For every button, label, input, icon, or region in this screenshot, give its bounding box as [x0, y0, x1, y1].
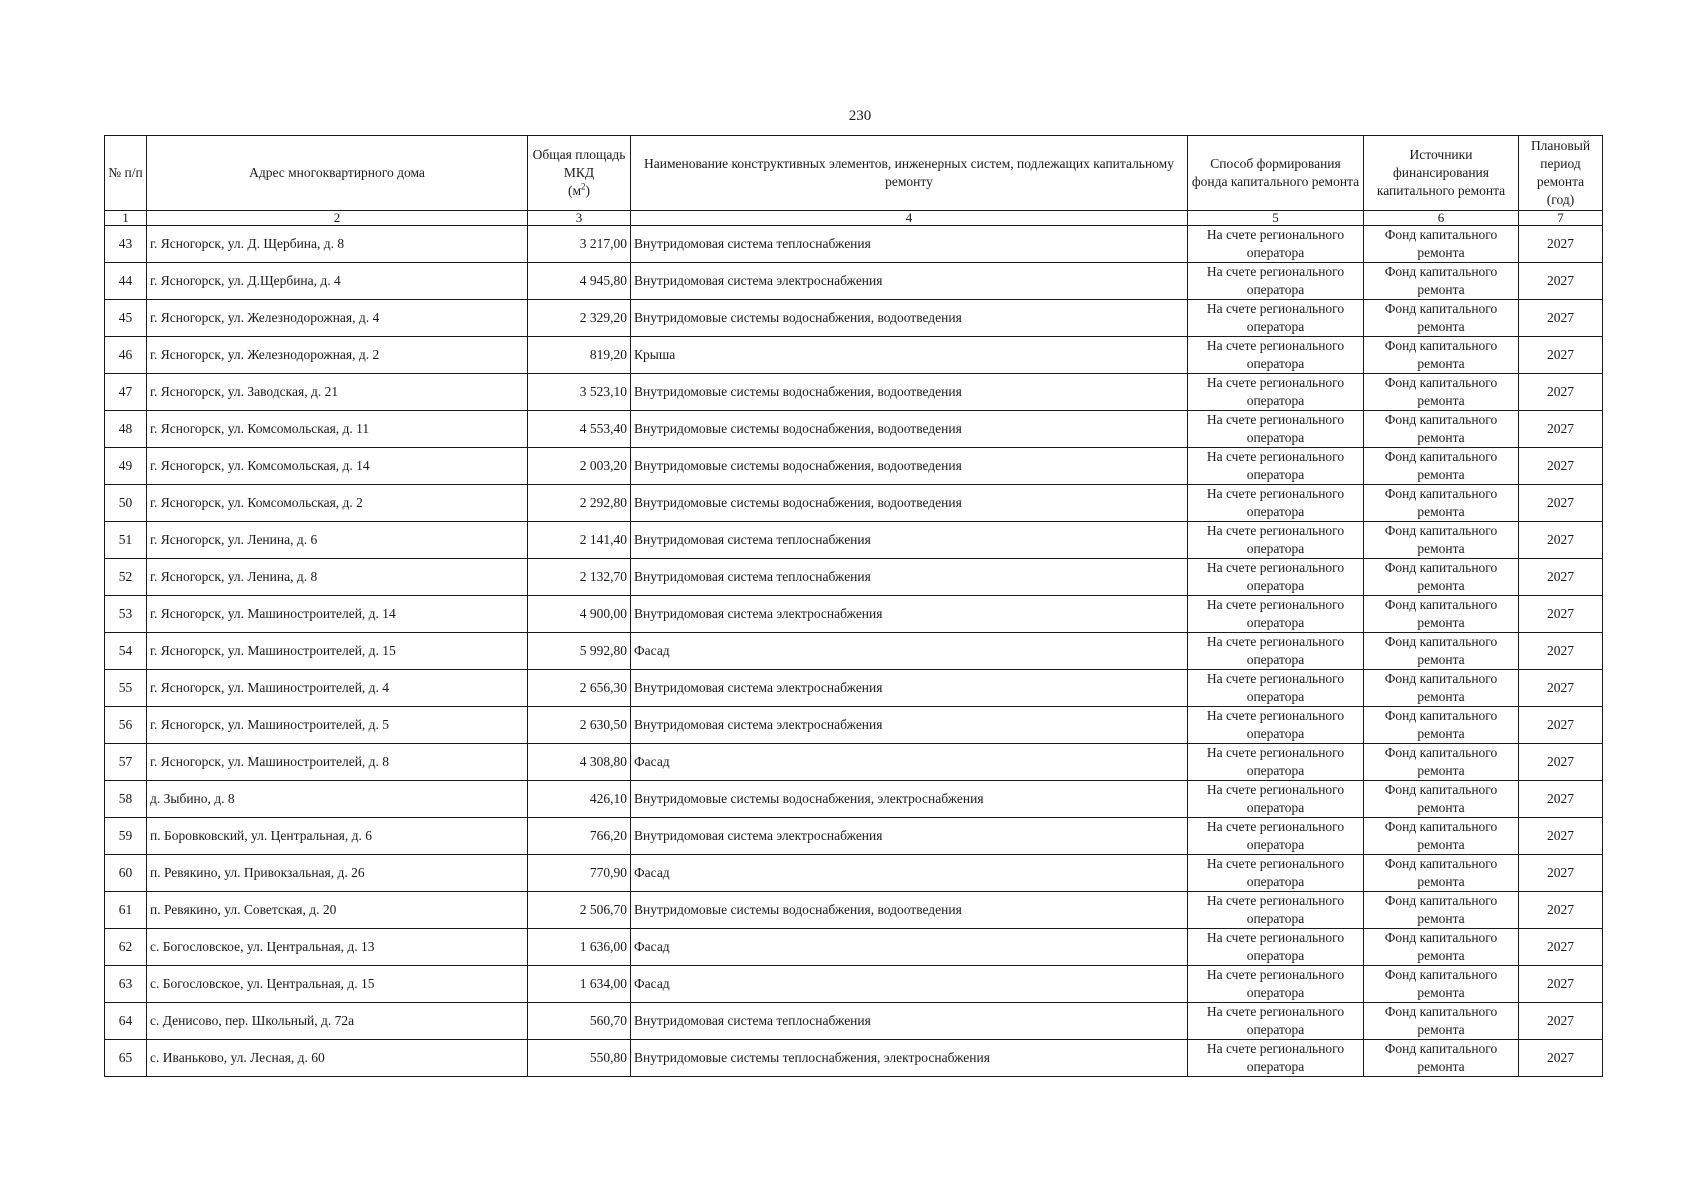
row-number: 59: [105, 818, 147, 855]
row-elements: Внутридомовая система электроснабжения: [631, 818, 1188, 855]
table-row: [105, 966, 1603, 1003]
row-method: На счете регионального оператора: [1188, 300, 1364, 337]
row-area: 550,80: [528, 1040, 631, 1077]
row-method: На счете регионального оператора: [1188, 522, 1364, 559]
row-method: На счете регионального оператора: [1188, 929, 1364, 966]
row-address: г. Ясногорск, ул. Комсомольская, д. 14: [147, 448, 528, 485]
row-number: 51: [105, 522, 147, 559]
row-address: г. Ясногорск, ул. Машиностроителей, д. 14: [147, 596, 528, 633]
row-number: 61: [105, 892, 147, 929]
row-area: 766,20: [528, 818, 631, 855]
row-number: 64: [105, 1003, 147, 1040]
row-year: 2027: [1519, 670, 1603, 707]
header-area-close: ): [585, 183, 591, 198]
row-area: 4 553,40: [528, 411, 631, 448]
row-source: Фонд капитального ремонта: [1364, 892, 1519, 929]
row-method: На счете регионального оператора: [1188, 596, 1364, 633]
row-method: На счете регионального оператора: [1188, 448, 1364, 485]
row-number: 45: [105, 300, 147, 337]
table-row: [105, 744, 1603, 781]
row-area: 1 634,00: [528, 966, 631, 1003]
row-address: г. Ясногорск, ул. Ленина, д. 8: [147, 559, 528, 596]
row-year: 2027: [1519, 744, 1603, 781]
row-elements: Внутридомовая система электроснабжения: [631, 670, 1188, 707]
header-period: Плановый период ремонта (год): [1519, 136, 1603, 211]
row-method: На счете регионального оператора: [1188, 559, 1364, 596]
row-area: 2 132,70: [528, 559, 631, 596]
header-elements: Наименование конструктивных элементов, инженерных систем, подлежащих капитальному ремонту: [631, 136, 1188, 211]
row-number: 50: [105, 485, 147, 522]
row-method: На счете регионального оператора: [1188, 337, 1364, 374]
row-method: На счете регионального оператора: [1188, 485, 1364, 522]
row-elements: Внутридомовая система теплоснабжения: [631, 1003, 1188, 1040]
row-method: На счете регионального оператора: [1188, 744, 1364, 781]
row-source: Фонд капитального ремонта: [1364, 670, 1519, 707]
row-address: г. Ясногорск, ул. Д. Щербина, д. 8: [147, 226, 528, 263]
table-row: [105, 707, 1603, 744]
row-number: 62: [105, 929, 147, 966]
column-number: 5: [1188, 211, 1364, 226]
row-source: Фонд капитального ремонта: [1364, 485, 1519, 522]
row-area: 2 506,70: [528, 892, 631, 929]
row-number: 52: [105, 559, 147, 596]
row-area: 2 141,40: [528, 522, 631, 559]
column-number: 6: [1364, 211, 1519, 226]
header-num: № п/п: [105, 136, 147, 211]
row-source: Фонд капитального ремонта: [1364, 707, 1519, 744]
table-row: [105, 374, 1603, 411]
row-source: Фонд капитального ремонта: [1364, 966, 1519, 1003]
row-area: 2 329,20: [528, 300, 631, 337]
row-method: На счете регионального оператора: [1188, 855, 1364, 892]
table-row: [105, 670, 1603, 707]
row-source: Фонд капитального ремонта: [1364, 744, 1519, 781]
row-method: На счете регионального оператора: [1188, 633, 1364, 670]
row-source: Фонд капитального ремонта: [1364, 411, 1519, 448]
row-year: 2027: [1519, 1003, 1603, 1040]
table-row: [105, 226, 1603, 263]
row-year: 2027: [1519, 707, 1603, 744]
table-row: [105, 411, 1603, 448]
column-number: 1: [105, 211, 147, 226]
row-area: 2 003,20: [528, 448, 631, 485]
table-row: [105, 559, 1603, 596]
column-numbers-row: [105, 211, 1603, 226]
row-elements: Крыша: [631, 337, 1188, 374]
row-method: На счете регионального оператора: [1188, 374, 1364, 411]
row-elements: Фасад: [631, 929, 1188, 966]
row-year: 2027: [1519, 559, 1603, 596]
row-address: п. Ревякино, ул. Привокзальная, д. 26: [147, 855, 528, 892]
column-number: 4: [631, 211, 1188, 226]
row-address: г. Ясногорск, ул. Заводская, д. 21: [147, 374, 528, 411]
row-elements: Фасад: [631, 966, 1188, 1003]
row-address: с. Богословское, ул. Центральная, д. 13: [147, 929, 528, 966]
row-elements: Внутридомовая система электроснабжения: [631, 596, 1188, 633]
row-source: Фонд капитального ремонта: [1364, 596, 1519, 633]
row-source: Фонд капитального ремонта: [1364, 263, 1519, 300]
row-source: Фонд капитального ремонта: [1364, 818, 1519, 855]
row-source: Фонд капитального ремонта: [1364, 633, 1519, 670]
row-number: 44: [105, 263, 147, 300]
row-address: г. Ясногорск, ул. Ленина, д. 6: [147, 522, 528, 559]
table-row: [105, 263, 1603, 300]
row-elements: Внутридомовая система теплоснабжения: [631, 559, 1188, 596]
row-area: 2 656,30: [528, 670, 631, 707]
row-method: На счете регионального оператора: [1188, 818, 1364, 855]
row-source: Фонд капитального ремонта: [1364, 1003, 1519, 1040]
row-area: 1 636,00: [528, 929, 631, 966]
row-number: 56: [105, 707, 147, 744]
row-year: 2027: [1519, 485, 1603, 522]
row-year: 2027: [1519, 411, 1603, 448]
table-row: [105, 929, 1603, 966]
table-row: [105, 633, 1603, 670]
row-source: Фонд капитального ремонта: [1364, 781, 1519, 818]
row-area: 3 523,10: [528, 374, 631, 411]
row-elements: Фасад: [631, 855, 1188, 892]
table-row: [105, 337, 1603, 374]
row-number: 60: [105, 855, 147, 892]
row-area: 560,70: [528, 1003, 631, 1040]
row-address: г. Ясногорск, ул. Комсомольская, д. 2: [147, 485, 528, 522]
row-address: г. Ясногорск, ул. Д.Щербина, д. 4: [147, 263, 528, 300]
row-area: 5 992,80: [528, 633, 631, 670]
table-row: [105, 892, 1603, 929]
row-year: 2027: [1519, 448, 1603, 485]
table-row: [105, 448, 1603, 485]
row-elements: Фасад: [631, 633, 1188, 670]
table-row: [105, 1040, 1603, 1077]
column-number: 3: [528, 211, 631, 226]
row-year: 2027: [1519, 1040, 1603, 1077]
row-address: г. Ясногорск, ул. Комсомольская, д. 11: [147, 411, 528, 448]
page-number: 230: [848, 108, 872, 124]
row-year: 2027: [1519, 596, 1603, 633]
row-number: 46: [105, 337, 147, 374]
row-area: 3 217,00: [528, 226, 631, 263]
row-year: 2027: [1519, 337, 1603, 374]
row-source: Фонд капитального ремонта: [1364, 374, 1519, 411]
row-year: 2027: [1519, 855, 1603, 892]
row-address: г. Ясногорск, ул. Железнодорожная, д. 2: [147, 337, 528, 374]
row-method: На счете регионального оператора: [1188, 966, 1364, 1003]
table-row: [105, 818, 1603, 855]
row-year: 2027: [1519, 818, 1603, 855]
row-area: 819,20: [528, 337, 631, 374]
table-row: [105, 1003, 1603, 1040]
row-method: На счете регионального оператора: [1188, 226, 1364, 263]
row-elements: Внутридомовые системы водоснабжения, электроснабжения: [631, 781, 1188, 818]
table-row: [105, 522, 1603, 559]
row-number: 47: [105, 374, 147, 411]
row-source: Фонд капитального ремонта: [1364, 1040, 1519, 1077]
row-number: 55: [105, 670, 147, 707]
row-elements: Внутридомовые системы водоснабжения, водоотведения: [631, 485, 1188, 522]
row-number: 63: [105, 966, 147, 1003]
row-source: Фонд капитального ремонта: [1364, 522, 1519, 559]
row-address: г. Ясногорск, ул. Машиностроителей, д. 4: [147, 670, 528, 707]
row-method: На счете регионального оператора: [1188, 670, 1364, 707]
row-method: На счете регионального оператора: [1188, 1040, 1364, 1077]
header-address: Адрес многоквартирного дома: [147, 136, 528, 211]
row-elements: Внутридомовые системы водоснабжения, водоотведения: [631, 448, 1188, 485]
row-method: На счете регионального оператора: [1188, 781, 1364, 818]
row-address: с. Богословское, ул. Центральная, д. 15: [147, 966, 528, 1003]
table-row: [105, 781, 1603, 818]
capital-repair-table: [104, 135, 1603, 1077]
row-number: 48: [105, 411, 147, 448]
row-area: 4 900,00: [528, 596, 631, 633]
row-source: Фонд капитального ремонта: [1364, 855, 1519, 892]
row-year: 2027: [1519, 929, 1603, 966]
row-elements: Внутридомовая система электроснабжения: [631, 707, 1188, 744]
row-address: г. Ясногорск, ул. Железнодорожная, д. 4: [147, 300, 528, 337]
row-method: На счете регионального оператора: [1188, 1003, 1364, 1040]
row-source: Фонд капитального ремонта: [1364, 300, 1519, 337]
row-elements: Внутридомовая система теплоснабжения: [631, 226, 1188, 263]
row-year: 2027: [1519, 781, 1603, 818]
row-elements: Внутридомовые системы водоснабжения, водоотведения: [631, 411, 1188, 448]
table-row: [105, 596, 1603, 633]
row-source: Фонд капитального ремонта: [1364, 226, 1519, 263]
row-method: На счете регионального оператора: [1188, 263, 1364, 300]
row-source: Фонд капитального ремонта: [1364, 559, 1519, 596]
row-address: п. Боровковский, ул. Центральная, д. 6: [147, 818, 528, 855]
header-area-main: Общая площадь МКД: [532, 147, 626, 180]
row-area: 426,10: [528, 781, 631, 818]
row-address: с. Иваньково, ул. Лесная, д. 60: [147, 1040, 528, 1077]
row-address: д. Зыбино, д. 8: [147, 781, 528, 818]
table-body: [105, 226, 1603, 1077]
row-source: Фонд капитального ремонта: [1364, 337, 1519, 374]
table-row: [105, 485, 1603, 522]
row-number: 57: [105, 744, 147, 781]
row-year: 2027: [1519, 300, 1603, 337]
row-elements: Внутридомовые системы водоснабжения, водоотведения: [631, 374, 1188, 411]
row-source: Фонд капитального ремонта: [1364, 929, 1519, 966]
header-area-unit: (м: [567, 183, 582, 198]
column-number: 2: [147, 211, 528, 226]
row-address: п. Ревякино, ул. Советская, д. 20: [147, 892, 528, 929]
row-year: 2027: [1519, 522, 1603, 559]
row-number: 65: [105, 1040, 147, 1077]
row-address: г. Ясногорск, ул. Машиностроителей, д. 15: [147, 633, 528, 670]
row-elements: Внутридомовые системы водоснабжения, водоотведения: [631, 300, 1188, 337]
row-number: 58: [105, 781, 147, 818]
column-number: 7: [1519, 211, 1603, 226]
row-address: г. Ясногорск, ул. Машиностроителей, д. 8: [147, 744, 528, 781]
row-year: 2027: [1519, 892, 1603, 929]
row-method: На счете регионального оператора: [1188, 707, 1364, 744]
row-address: г. Ясногорск, ул. Машиностроителей, д. 5: [147, 707, 528, 744]
row-number: 43: [105, 226, 147, 263]
row-source: Фонд капитального ремонта: [1364, 448, 1519, 485]
row-area: 2 630,50: [528, 707, 631, 744]
table-row: [105, 300, 1603, 337]
row-year: 2027: [1519, 263, 1603, 300]
header-area-sup: 2: [581, 181, 586, 192]
row-area: 4 308,80: [528, 744, 631, 781]
row-area: 4 945,80: [528, 263, 631, 300]
row-year: 2027: [1519, 226, 1603, 263]
row-elements: Внутридомовая система электроснабжения: [631, 263, 1188, 300]
row-method: На счете регионального оператора: [1188, 411, 1364, 448]
row-elements: Внутридомовые системы водоснабжения, водоотведения: [631, 892, 1188, 929]
row-elements: Фасад: [631, 744, 1188, 781]
table-row: [105, 855, 1603, 892]
header-area: [528, 136, 631, 211]
row-area: 770,90: [528, 855, 631, 892]
header-method: Способ формирования фонда капитального ремонта: [1188, 136, 1364, 211]
row-number: 54: [105, 633, 147, 670]
row-method: На счете регионального оператора: [1188, 892, 1364, 929]
row-number: 53: [105, 596, 147, 633]
table-header-row: [105, 136, 1603, 211]
header-source: Источники финансирования капитального ремонта: [1364, 136, 1519, 211]
row-year: 2027: [1519, 633, 1603, 670]
row-year: 2027: [1519, 374, 1603, 411]
row-number: 49: [105, 448, 147, 485]
row-elements: Внутридомовые системы теплоснабжения, электроснабжения: [631, 1040, 1188, 1077]
row-year: 2027: [1519, 966, 1603, 1003]
row-address: с. Денисово, пер. Школьный, д. 72а: [147, 1003, 528, 1040]
row-area: 2 292,80: [528, 485, 631, 522]
row-elements: Внутридомовая система теплоснабжения: [631, 522, 1188, 559]
